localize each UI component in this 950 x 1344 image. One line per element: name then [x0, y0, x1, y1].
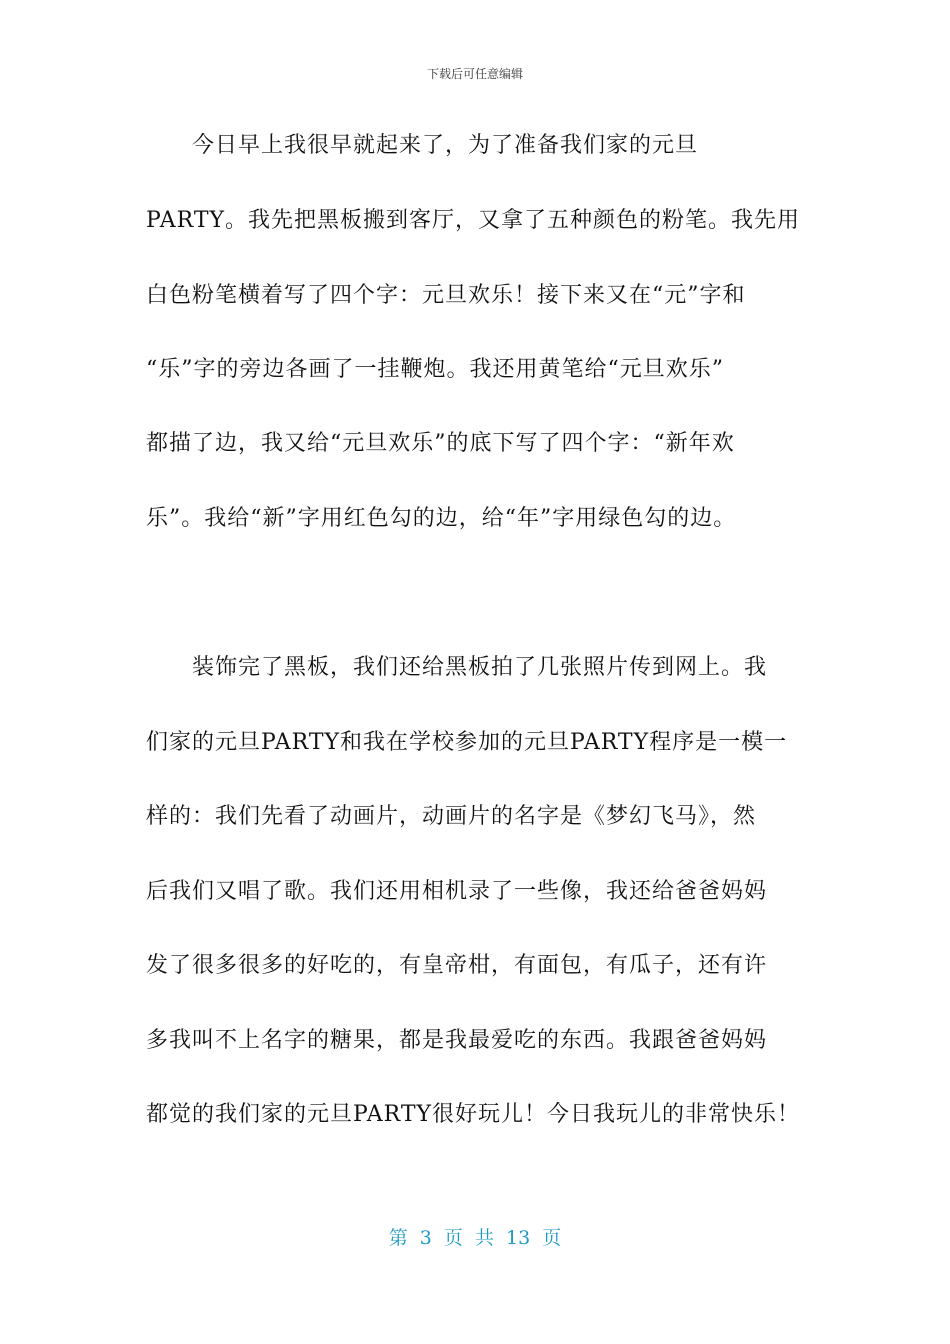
text-line: 样的：我们先看了动画片，动画片的名字是《梦幻飞马》，然: [146, 804, 757, 829]
text-line: 多我叫不上名字的糖果，都是我最爱吃的东西。我跟爸爸妈妈: [146, 1028, 768, 1053]
text-line: 们家的元旦PARTY和我在学校参加的元旦PARTY程序是一模一: [146, 730, 788, 755]
text-line: 都觉的我们家的元旦PARTY很好玩儿！今日我玩儿的非常快乐！: [146, 1102, 801, 1127]
text-line: 今日早上我很早就起来了，为了准备我们家的元旦: [192, 133, 699, 158]
text-line: PARTY。我先把黑板搬到客厅，又拿了五种颜色的粉笔。我先用: [146, 208, 801, 233]
text-line: 白色粉笔横着写了四个字：元旦欢乐！接下来又在“元”字和: [146, 283, 746, 308]
text-line: 后我们又唱了歌。我们还用相机录了一些像，我还给爸爸妈妈: [146, 879, 768, 904]
text-line: 都描了边，我又给“元旦欢乐”的底下写了四个字：“新年欢: [146, 431, 735, 456]
page-number-footer: 第 3 页 共 13 页: [388, 1227, 562, 1249]
text-line: “乐”字的旁边各画了一挂鞭炮。我还用黄笔给“元旦欢乐”: [146, 357, 724, 382]
text-line: 乐”。我给“新”字用红色勾的边，给“年”字用绿色勾的边。: [146, 506, 737, 531]
page-header: 下载后可任意编辑: [426, 67, 523, 81]
text-line: 装饰完了黑板，我们还给黑板拍了几张照片传到网上。我: [192, 655, 768, 680]
text-line: 发了很多很多的好吃的，有皇帝柑，有面包，有瓜子，还有许: [146, 953, 768, 978]
